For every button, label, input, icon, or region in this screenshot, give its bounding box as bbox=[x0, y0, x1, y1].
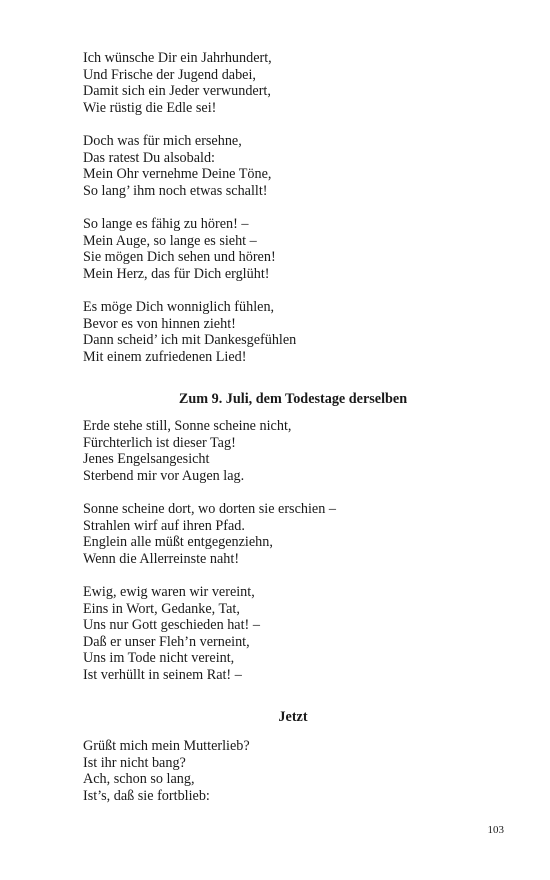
poem-section bbox=[83, 709, 503, 804]
verse-line: Fürchterlich ist dieser Tag! bbox=[83, 434, 236, 451]
verse-line: Sie mögen Dich sehen und hören! bbox=[83, 249, 276, 265]
stanza bbox=[83, 50, 503, 116]
verse-line: Mein Herz, das für Dich erglüht! bbox=[83, 265, 270, 282]
verse-line: Erde stehe still, Sonne scheine nicht, bbox=[83, 418, 292, 434]
verse-line: Wenn die Allerreinste naht! bbox=[83, 550, 240, 567]
verse-line: Ach, schon so lang, bbox=[83, 771, 195, 787]
verse-line: Sonne scheine dort, wo dorten sie erschien – bbox=[83, 501, 336, 517]
verse-line: Das ratest Du alsobald: bbox=[83, 149, 215, 166]
stanza bbox=[83, 133, 503, 199]
verse-line: Strahlen wirf auf ihren Pfad. bbox=[83, 517, 245, 534]
stanza bbox=[83, 216, 503, 282]
verse-line: Daß er unser Fleh’n verneint, bbox=[83, 633, 250, 650]
verse-line: Ist verhüllt in seinem Rat! – bbox=[83, 666, 242, 683]
verse-line: Doch was für mich ersehne, bbox=[83, 133, 242, 149]
verse-line: Mein Auge, so lange es sieht – bbox=[83, 232, 257, 249]
stanza bbox=[83, 738, 503, 804]
verse-line: Wie rüstig die Edle sei! bbox=[83, 99, 217, 116]
poem-title: Jetzt bbox=[278, 709, 308, 725]
page-number: 103 bbox=[487, 824, 504, 836]
stanza bbox=[83, 299, 503, 365]
stanza bbox=[83, 418, 503, 484]
verse-line: Mein Ohr vernehme Deine Töne, bbox=[83, 166, 272, 182]
poem-page bbox=[83, 50, 503, 821]
verse-line: Uns im Tode nicht vereint, bbox=[83, 650, 235, 666]
verse-line: Uns nur Gott geschieden hat! – bbox=[83, 617, 260, 633]
verse-line: Ist ihr nicht bang? bbox=[83, 754, 186, 771]
verse-line: So lang’ ihm noch etwas schallt! bbox=[83, 182, 268, 199]
stanza bbox=[83, 584, 503, 683]
verse-line: Es möge Dich wonniglich fühlen, bbox=[83, 299, 275, 315]
verse-line: Und Frische der Jugend dabei, bbox=[83, 66, 256, 83]
verse-line: Ewig, ewig waren wir vereint, bbox=[83, 584, 255, 600]
verse-line: Grüßt mich mein Mutterlieb? bbox=[83, 738, 250, 754]
verse-line: Englein alle müßt entgegenziehn, bbox=[83, 534, 273, 550]
verse-line: Damit sich ein Jeder verwundert, bbox=[83, 83, 271, 99]
verse-line: Bevor es von hinnen zieht! bbox=[83, 315, 236, 332]
verse-line: So lange es fähig zu hören! – bbox=[83, 216, 249, 232]
poem-title: Zum 9. Juli, dem Todestage derselben bbox=[178, 391, 408, 407]
verse-line: Ist’s, daß sie fortblieb: bbox=[83, 787, 210, 804]
poem-section bbox=[83, 50, 503, 365]
verse-line: Ich wünsche Dir ein Jahrhundert, bbox=[83, 50, 272, 66]
verse-line: Dann scheid’ ich mit Dankesgefühlen bbox=[83, 332, 297, 348]
verse-line: Sterbend mir vor Augen lag. bbox=[83, 467, 245, 484]
verse-line: Eins in Wort, Gedanke, Tat, bbox=[83, 600, 240, 617]
verse-line: Mit einem zufriedenen Lied! bbox=[83, 348, 247, 365]
poem-section bbox=[83, 391, 503, 683]
stanza bbox=[83, 501, 503, 567]
verse-line: Jenes Engelsangesicht bbox=[83, 451, 210, 467]
